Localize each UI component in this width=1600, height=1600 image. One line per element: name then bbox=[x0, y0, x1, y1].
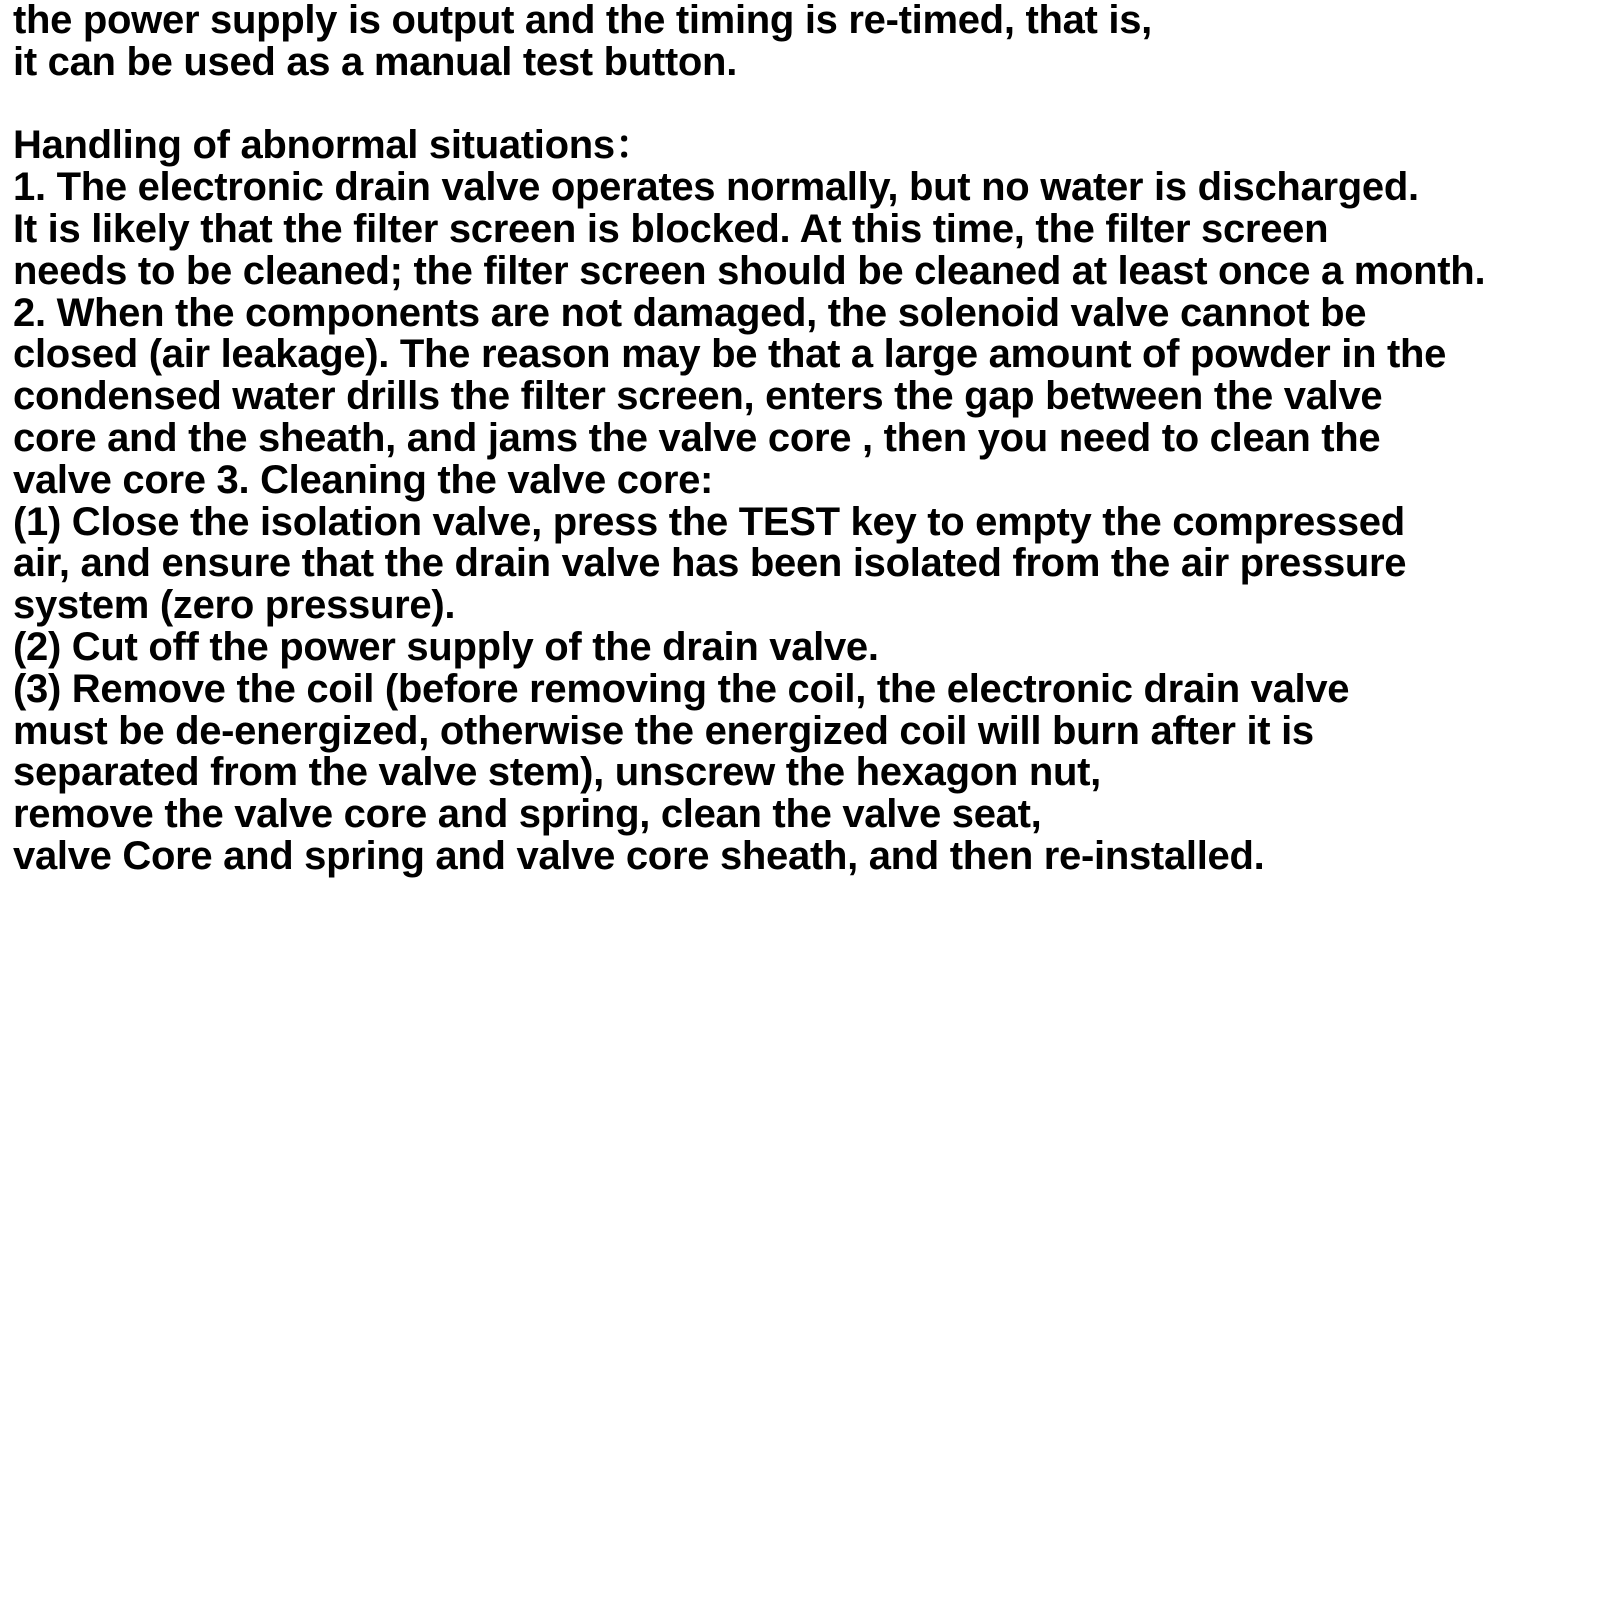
body-line: air, and ensure that the drain valve has been isolated from the air pressure bbox=[13, 541, 1407, 586]
body-line: must be de-energized, otherwise the energized coil will burn after it is bbox=[13, 708, 1314, 753]
body-line: valve Core and spring and valve core sheath, and then re-installed. bbox=[13, 833, 1265, 878]
body-line: (2) Cut off the power supply of the drain valve. bbox=[13, 624, 879, 669]
document-text bbox=[13, 0, 1593, 878]
body-line: It is likely that the filter screen is blocked. At this time, the filter screen bbox=[13, 206, 1329, 251]
body-line: separated from the valve stem), unscrew the hexagon nut, bbox=[13, 750, 1101, 795]
body-line: closed (air leakage). The reason may be that a large amount of powder in the bbox=[13, 332, 1447, 377]
body-line: (3) Remove the coil (before removing the coil, the electronic drain valve bbox=[13, 666, 1350, 711]
body-line: 1. The electronic drain valve operates normally, but no water is discharged. bbox=[13, 165, 1419, 210]
body-line: remove the valve core and spring, clean the valve seat, bbox=[13, 792, 1042, 837]
paragraph-gap bbox=[13, 84, 1593, 126]
intro-line: the power supply is output and the timing is re-timed, that is, bbox=[13, 0, 1152, 42]
body-line: system (zero pressure). bbox=[13, 583, 456, 628]
body-line: condensed water drills the filter screen, enters the gap between the valve bbox=[13, 374, 1383, 419]
intro-line: it can be used as a manual test button. bbox=[13, 39, 738, 84]
body-line: 2. When the components are not damaged, the solenoid valve cannot be bbox=[13, 290, 1367, 335]
body-line: core and the sheath, and jams the valve core , then you need to clean the bbox=[13, 415, 1381, 460]
section-heading: Handling of abnormal situations： bbox=[13, 123, 655, 168]
body-line: valve core 3. Cleaning the valve core: bbox=[13, 457, 714, 502]
body-line: (1) Close the isolation valve, press the TEST key to empty the compressed bbox=[13, 499, 1405, 544]
body-line: needs to be cleaned; the filter screen should be cleaned at least once a month. bbox=[13, 248, 1486, 293]
